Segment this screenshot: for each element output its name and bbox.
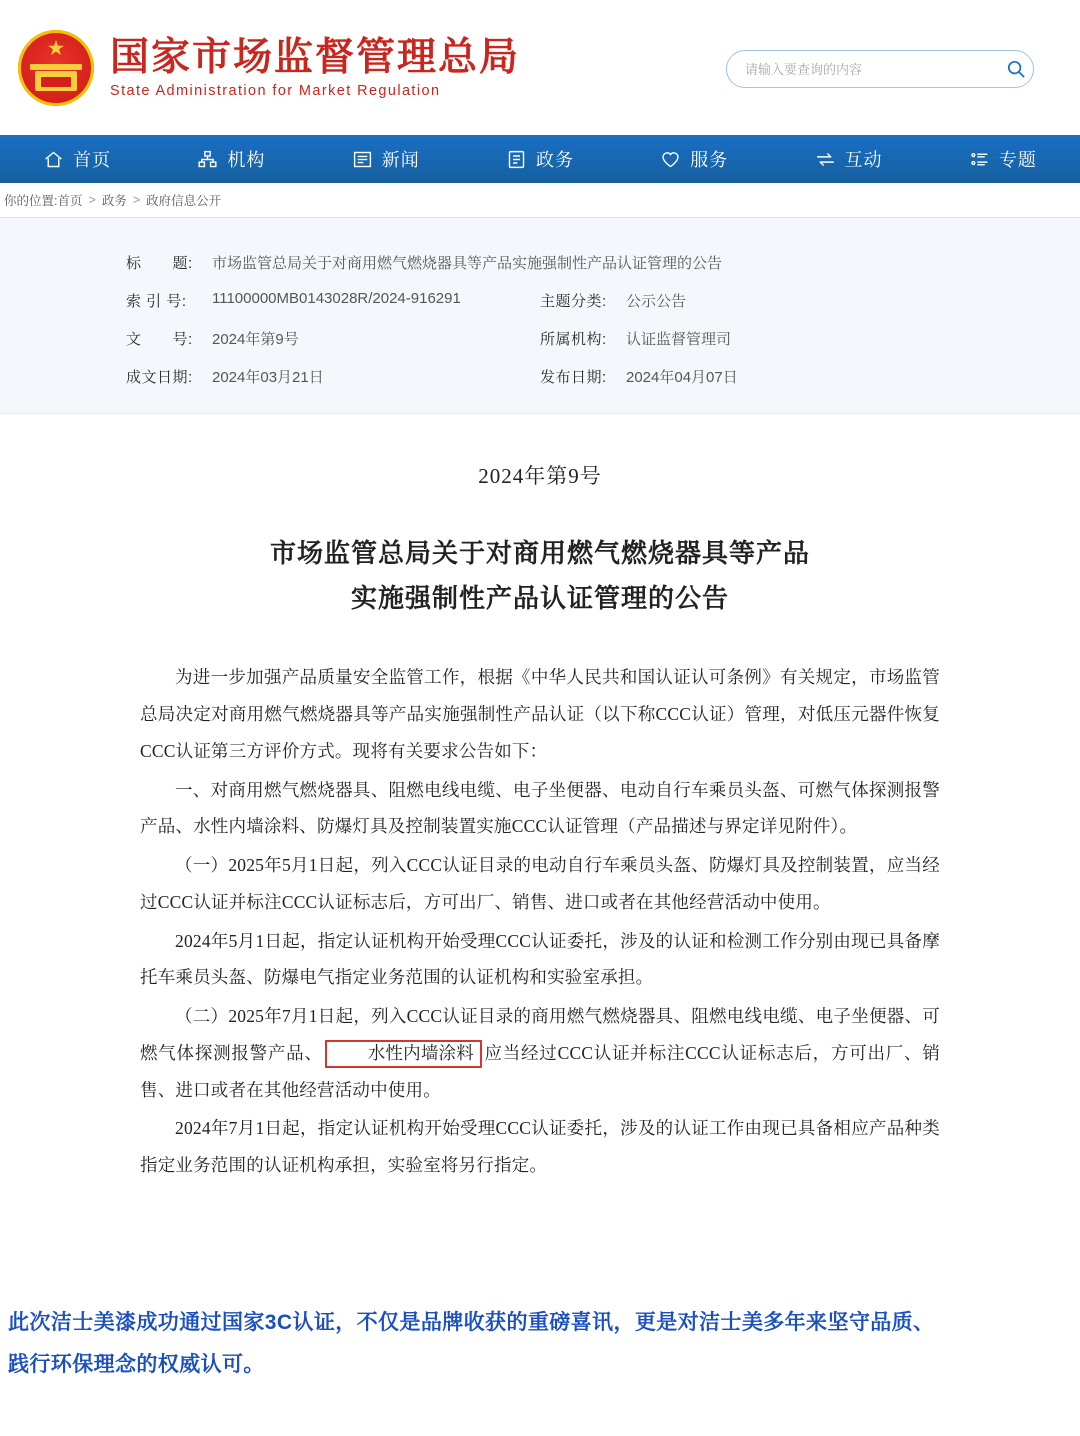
news-icon — [352, 149, 373, 170]
meta-row-index — [126, 290, 540, 311]
article-paragraph: 2024年5月1日起，指定认证机构开始受理CCC认证委托，涉及的认证和检测工作分别由现已具备摩托车乘员头盔、防爆电气指定业务范围的认证机构和实验室承担。 — [140, 930, 940, 988]
nav-label: 专题 — [998, 150, 1037, 170]
article-title-line2: 实施强制性产品认证管理的公告 — [350, 583, 729, 613]
search-box[interactable] — [726, 50, 1034, 88]
topic-icon — [969, 149, 990, 170]
meta-value-department: 认证监督管理司 — [626, 331, 732, 348]
meta-value-publish-date: 2024年04月07日 — [626, 369, 738, 386]
nav-label: 机构 — [227, 150, 266, 170]
article-paragraph: （一）2025年5月1日起，列入CCC认证目录的电动自行车乘员头盔、防爆灯具及控制装置，应当经过CCC认证并标注CCC认证标志后，方可出厂、销售、进口或者在其他经营活动中使用。 — [140, 855, 940, 912]
meta-row-title — [126, 252, 954, 273]
caption-line-2: 践行环保理念的权威认可。 — [8, 1353, 265, 1377]
brand — [110, 36, 520, 100]
meta-row-publish-date — [540, 366, 954, 387]
document-meta-panel — [0, 218, 1080, 414]
emblem-gate — [35, 71, 77, 91]
meta-label-written-date: 成文日期: — [126, 369, 193, 386]
national-emblem-icon — [18, 30, 94, 106]
meta-value-index: 11100000MB0143028R/2024-916291 — [212, 290, 461, 307]
search-icon[interactable] — [999, 51, 1033, 87]
search-input[interactable] — [727, 61, 999, 78]
exchange-icon — [815, 149, 836, 170]
article-paragraph: 2024年7月1日起，指定认证机构开始受理CCC认证委托，涉及的认证工作由现已具备相应产品种类指定业务范围的认证机构承担，实验室将另行指定。 — [140, 1118, 940, 1176]
article-title — [140, 532, 940, 621]
article-body — [140, 659, 940, 1184]
meta-value-category: 公示公告 — [626, 293, 687, 310]
meta-label-index: 索 引 号: — [126, 293, 187, 310]
nav-label: 首页 — [73, 150, 112, 170]
meta-row-docno — [126, 328, 540, 349]
meta-row-department — [540, 328, 954, 349]
nav-item-topic[interactable] — [926, 135, 1080, 183]
brand-title-cn: 国家市场监督管理总局 — [110, 35, 521, 79]
meta-row-category — [540, 290, 954, 311]
highlight-after: 应当经过CCC认证并标注CCC认证标志后，方可出厂、销售、进口或者在其他经营活动中使用。 — [140, 1042, 940, 1100]
highlight-box-waterborne-paint: 水性内墙涂料 — [325, 1040, 482, 1068]
nav-item-news[interactable] — [309, 135, 463, 183]
nav-item-org[interactable] — [154, 135, 308, 183]
article-title-line1: 市场监管总局关于对商用燃气燃烧器具等产品 — [269, 539, 810, 568]
breadcrumb-item-gov[interactable]: 政务 — [101, 194, 127, 208]
breadcrumb — [0, 183, 1080, 217]
emblem-beam — [30, 64, 82, 70]
nav-item-service[interactable] — [617, 135, 771, 183]
emblem-star: ★ — [47, 38, 65, 58]
meta-row-written-date — [126, 366, 540, 387]
meta-label-title: 标 题: — [126, 255, 193, 272]
meta-label-docno: 文 号: — [126, 331, 193, 348]
breadcrumb-item-disclosure[interactable]: 政府信息公开 — [146, 194, 222, 208]
article-paragraph: 为进一步加强产品质量安全监管工作，根据《中华人民共和国认证认可条例》有关规定，市场监管总局决定对商用燃气燃烧器具等产品实施强制性产品认证（以下称CCC认证）管理，对低压元器件恢复CCC认证第三方评价方式。现将有关要求公告如下： — [140, 667, 940, 761]
document-container — [0, 217, 1080, 1208]
nav-item-gov[interactable] — [463, 135, 617, 183]
meta-value-written-date: 2024年03月21日 — [212, 369, 324, 386]
caption-block — [0, 1307, 1080, 1392]
meta-value-docno: 2024年第9号 — [212, 331, 299, 348]
meta-grid — [126, 290, 954, 387]
article — [140, 414, 940, 1208]
highlight-before: （二）2025年7月1日起，列入CCC认证目录的商用燃气燃烧器具、阻燃电线电缆、电子坐便器、可燃气体探测报警产品、 — [140, 1006, 940, 1063]
meta-value-title: 市场监管总局关于对商用燃气燃烧器具等产品实施强制性产品认证管理的公告 — [212, 255, 723, 272]
nav-label: 新闻 — [381, 150, 420, 170]
org-icon — [197, 149, 218, 170]
heart-icon — [660, 149, 681, 170]
main-nav[interactable] — [0, 135, 1080, 183]
article-doc-number: 2024年第9号 — [478, 464, 602, 488]
gov-icon — [506, 149, 527, 170]
nav-label: 服务 — [690, 150, 729, 170]
home-icon — [43, 149, 64, 170]
breadcrumb-item-home[interactable]: 首页 — [57, 194, 83, 208]
caption-line-1: 此次洁士美漆成功通过国家3C认证，不仅是品牌收获的重磅喜讯，更是对洁士美多年来坚守品质、 — [8, 1310, 935, 1334]
site-header — [0, 0, 1080, 135]
meta-label-department: 所属机构: — [540, 331, 607, 348]
nav-label: 互动 — [844, 150, 883, 170]
breadcrumb-separator: > — [88, 193, 96, 207]
brand-title-en: State Administration for Market Regulation — [110, 83, 441, 100]
article-paragraph-highlighted — [140, 998, 940, 1108]
article-paragraph: 一、对商用燃气燃烧器具、阻燃电线电缆、电子坐便器、电动自行车乘员头盔、可燃气体探测报警产品、水性内墙涂料、防爆灯具及控制装置实施CCC认证管理（产品描述与界定详见附件）。 — [140, 779, 940, 837]
meta-label-publish-date: 发布日期: — [540, 369, 607, 386]
nav-item-interaction[interactable] — [771, 135, 925, 183]
nav-item-home[interactable] — [0, 135, 154, 183]
nav-label: 政务 — [535, 150, 574, 170]
breadcrumb-separator: > — [132, 193, 141, 207]
breadcrumb-prefix: 你的位置: — [4, 194, 58, 208]
meta-label-category: 主题分类: — [540, 293, 607, 310]
